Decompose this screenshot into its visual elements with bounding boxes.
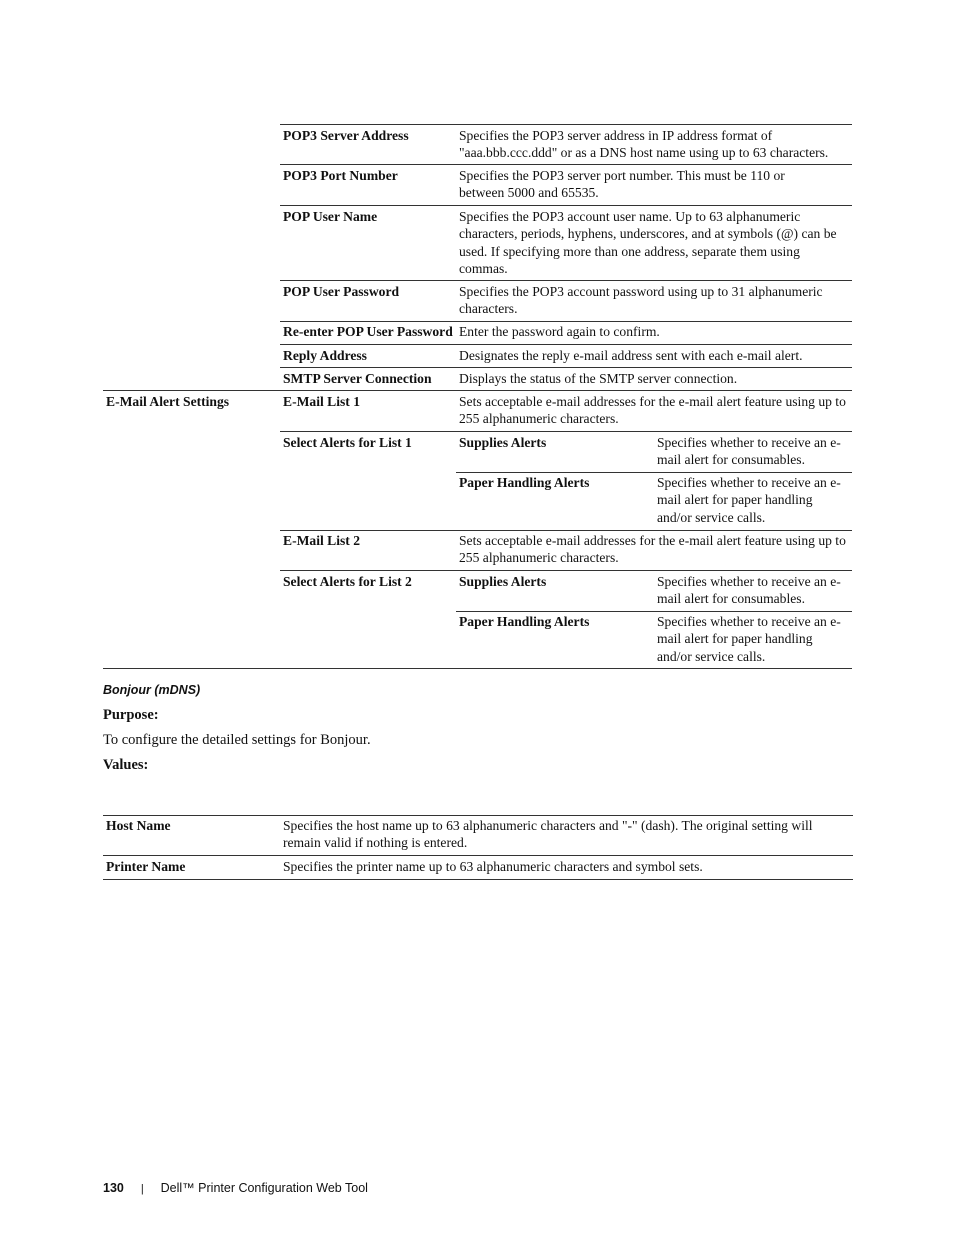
setting-description: Specifies the host name up to 63 alphanumeric characters and "-" (dash). The original setting will remain valid if nothing is entered. — [283, 818, 813, 851]
table-rule — [103, 668, 852, 669]
setting-description: Specifies the POP3 account user name. Up to 63 alphanumeric characters, periods, hyphens, underscores, and at symbols (@) can be used. If specifying more than one address, separate them using commas. — [459, 209, 837, 276]
option-name: Supplies Alerts — [459, 435, 547, 450]
option-description: Specifies whether to receive an e-mail alert for paper handling and/or service calls. — [657, 475, 841, 525]
table-rule — [456, 472, 852, 473]
setting-description: Enter the password again to confirm. — [459, 324, 660, 339]
setting-name: POP3 Server Address — [283, 128, 409, 143]
option-description: Specifies whether to receive an e-mail alert for consumables. — [657, 435, 841, 468]
purpose-text: To configure the detailed settings for Bonjour. — [103, 732, 371, 748]
setting-description: Specifies the POP3 account password using up to 31 alphanumeric characters. — [459, 284, 823, 317]
table-rule — [280, 431, 852, 432]
option-description: Specifies whether to receive an e-mail alert for paper handling and/or service calls. — [657, 614, 841, 664]
table-rule — [280, 570, 852, 571]
table-rule — [280, 530, 852, 531]
setting-description: Sets acceptable e-mail addresses for the e-mail alert feature using up to 255 alphanumeric characters. — [459, 394, 846, 427]
setting-description: Specifies the POP3 server address in IP address format of "aaa.bbb.ccc.ddd" or as a DNS host name using up to 63 characters. — [459, 128, 829, 161]
table-rule — [456, 611, 852, 612]
table-rule — [280, 205, 852, 206]
group-label: E-Mail Alert Settings — [106, 394, 230, 409]
setting-name: Select Alerts for List 2 — [283, 574, 412, 589]
table-rule — [103, 855, 853, 856]
footer-title: Dell™ Printer Configuration Web Tool — [160, 1181, 368, 1195]
option-name: Paper Handling Alerts — [459, 475, 590, 490]
setting-name: POP User Name — [283, 209, 378, 224]
setting-description: Displays the status of the SMTP server connection. — [459, 371, 738, 386]
setting-description: Sets acceptable e-mail addresses for the e-mail alert feature using up to 255 alphanumeric characters. — [459, 533, 846, 566]
values-label: Values: — [103, 757, 149, 773]
setting-name: POP3 Port Number — [283, 168, 398, 183]
table-rule — [280, 164, 852, 165]
table-rule — [103, 815, 853, 816]
setting-description: Designates the reply e-mail address sent with each e-mail alert. — [459, 348, 803, 363]
table-rule — [280, 124, 852, 125]
setting-name: Printer Name — [106, 859, 186, 874]
setting-description: Specifies the printer name up to 63 alphanumeric characters and symbol sets. — [283, 859, 703, 874]
option-name: Supplies Alerts — [459, 574, 547, 589]
setting-name: Select Alerts for List 1 — [283, 435, 412, 450]
setting-name: POP User Password — [283, 284, 400, 299]
footer-separator: | — [140, 1183, 144, 1195]
table-rule — [103, 390, 852, 391]
table-rule — [280, 280, 852, 281]
setting-name: Re-enter POP User Password — [283, 324, 453, 339]
section-heading: Bonjour (mDNS) — [103, 683, 201, 697]
setting-name: E-Mail List 1 — [283, 394, 361, 409]
purpose-label: Purpose: — [103, 707, 159, 723]
setting-name: Host Name — [106, 818, 171, 833]
table-rule — [280, 367, 852, 368]
setting-name: Reply Address — [283, 348, 367, 363]
table-rule — [280, 344, 852, 345]
option-description: Specifies whether to receive an e-mail alert for consumables. — [657, 574, 841, 607]
page-number: 130 — [103, 1181, 124, 1195]
option-name: Paper Handling Alerts — [459, 614, 590, 629]
table-rule — [103, 879, 853, 880]
table-rule — [280, 321, 852, 322]
setting-name: SMTP Server Connection — [283, 371, 432, 386]
page-footer — [103, 1181, 368, 1195]
setting-description: Specifies the POP3 server port number. This must be 110 or between 5000 and 65535. — [459, 168, 785, 201]
setting-name: E-Mail List 2 — [283, 533, 361, 548]
